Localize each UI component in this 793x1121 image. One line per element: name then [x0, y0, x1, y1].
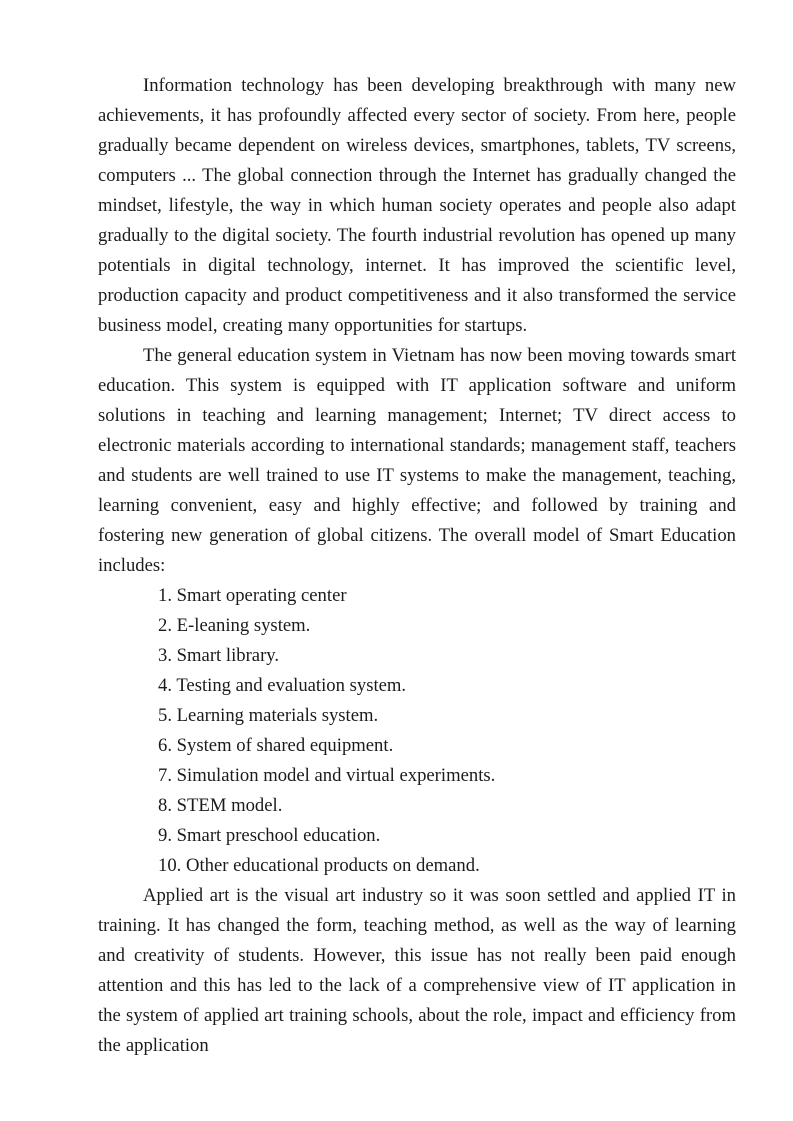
list-item: 6. System of shared equipment. — [158, 735, 394, 756]
list-item: 9. Smart preschool education. — [158, 825, 381, 846]
list-item: 2. E-leaning system. — [158, 615, 311, 636]
list-item: 8. STEM model. — [158, 795, 283, 816]
list-item: 5. Learning materials system. — [158, 705, 379, 726]
list-item: 7. Simulation model and virtual experiments. — [158, 765, 496, 786]
body-paragraph-3: Applied art is the visual art industry so it was soon settled and applied IT in training. It has changed the form, teaching method, as well as the way of learning and creativity of students. However, this issue has not really been paid enough attention and this has led to the lack of a comprehensive view of IT application in the system of applied art training schools, about the role, impact and efficiency from the application — [98, 885, 736, 1056]
smart-education-list — [98, 581, 736, 881]
body-paragraph-1: Information technology has been developing breakthrough with many new achievements, it has profoundly affected every sector of society. From here, people gradually became dependent on wireless devices, smartphones, tablets, TV screens, computers ... The global connection through the Internet has gradually changed the mindset, lifestyle, the way in which human society operates and people also adapt gradually to the digital society. The fourth industrial revolution has opened up many potentials in digital technology, internet. It has improved the scientific level, production capacity and product competitiveness and it also transformed the service business model, creating many opportunities for startups. — [98, 75, 736, 336]
list-item: 10. Other educational products on demand. — [158, 855, 480, 876]
body-paragraph-2: The general education system in Vietnam has now been moving towards smart education. This system is equipped with IT application software and uniform solutions in teaching and learning management; Internet; TV direct access to electronic materials according to international standards; management staff, teachers and students are well trained to use IT systems to make the management, teaching, learning convenient, easy and highly effective; and followed by training and fostering new generation of global citizens. The overall model of Smart Education includes: — [98, 345, 736, 576]
list-item: 1. Smart operating center — [158, 585, 347, 606]
list-item: 4. Testing and evaluation system. — [158, 675, 407, 696]
list-item: 3. Smart library. — [158, 645, 280, 666]
